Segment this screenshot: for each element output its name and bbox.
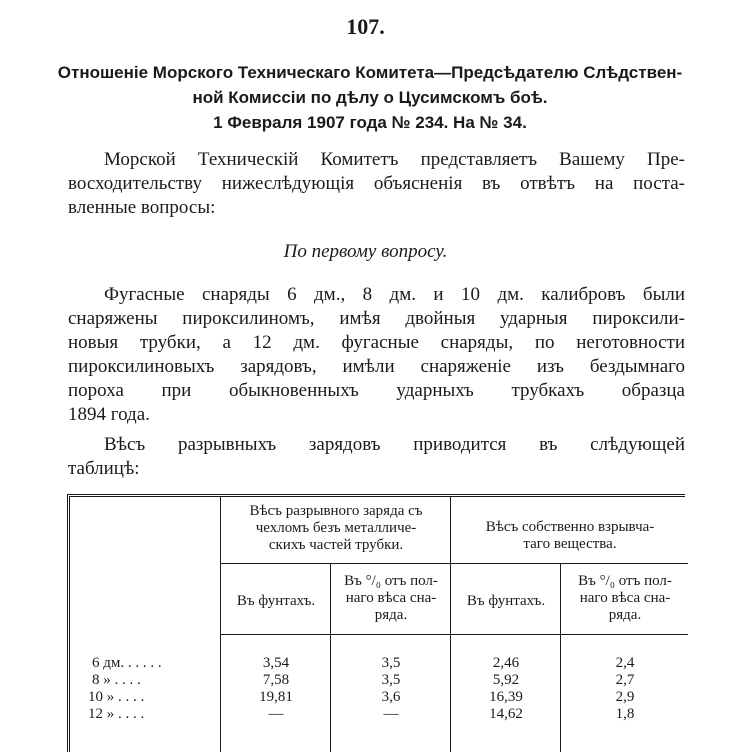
header-charge-weight — [222, 503, 450, 554]
table-cell: 3,6 — [381, 689, 401, 705]
text-line: Вѣсъ разрывныхъ зарядовъ приводится въ слѣдующей — [104, 434, 685, 455]
header-line: скихъ частей трубки. — [268, 537, 404, 553]
table-rule — [330, 563, 331, 752]
heading-line: ной Комиссіи по дѣлу о Цусимскомъ боѣ. — [192, 88, 548, 107]
text-line: снаряжены пироксилиномъ, имѣя двойныя ударныя пироксили- — [68, 308, 685, 329]
table-cell: 2,7 — [615, 672, 635, 688]
table-cell: 16,39 — [489, 689, 523, 705]
row-caliber: 12 » . . . . — [88, 706, 145, 722]
text-line: вленные вопросы: — [68, 197, 216, 218]
table-cell: 2,9 — [615, 689, 635, 705]
table-cell: — — [268, 706, 284, 722]
paragraph-shells — [68, 283, 685, 427]
text-line: таблицѣ: — [68, 458, 140, 479]
header-explosive-weight — [452, 519, 688, 553]
table-rule — [220, 634, 688, 635]
header-line: таго вещества. — [523, 536, 617, 552]
header-line: Въ °/₀ отъ пол- — [344, 573, 438, 589]
header-line: Вѣсъ собственно взрывча- — [485, 519, 655, 535]
table-cell: 14,62 — [489, 706, 523, 722]
text-line: Фугасные снаряды 6 дм., 8 дм. и 10 дм. калибровъ были — [104, 284, 685, 305]
section-subheading: По первому вопросу. — [283, 241, 448, 262]
table-cell: 3,54 — [262, 655, 290, 671]
text-line: новыя трубки, а 12 дм. фугасные снаряды, по неготовности — [68, 332, 685, 353]
text-line: 1894 года. — [68, 404, 150, 425]
text-line: пироксилиновыхъ зарядовъ, имѣли снаряженіе изъ бездымнаго — [68, 356, 685, 377]
table-rule — [220, 563, 688, 564]
row-caliber: 10 » . . . . — [88, 689, 145, 705]
table-cell: 3,5 — [381, 672, 401, 688]
text-line: пороха при обыкновенныхъ ударныхъ трубкахъ образца — [68, 380, 685, 401]
table-cell: 2,4 — [615, 655, 635, 671]
header-line: ряда. — [608, 607, 642, 623]
table-cell: 1,8 — [615, 706, 635, 722]
row-caliber: 8 » . . . . — [92, 672, 141, 688]
document-heading — [50, 60, 690, 135]
header-line: наго вѣса сна- — [579, 590, 671, 606]
header-line: ряда. — [374, 607, 408, 623]
text-line: восходительству нижеслѣдующія объясненія въ отвѣтъ на поста- — [68, 173, 685, 194]
heading-line: Отношеніе Морского Техническаго Комитета—Предсѣдателю Слѣдствен- — [57, 63, 683, 82]
header-percent — [332, 573, 450, 624]
header-line: Вѣсъ разрывного заряда съ — [249, 503, 423, 519]
table-cell: — — [383, 706, 399, 722]
table-rule — [220, 497, 221, 752]
charges-table — [67, 494, 685, 752]
table-rule — [560, 563, 561, 752]
header-line: Въ °/₀ отъ пол- — [578, 573, 672, 589]
header-percent — [562, 573, 688, 624]
table-rule — [450, 497, 451, 752]
table-cell: 3,5 — [381, 655, 401, 671]
intro-paragraph — [68, 148, 685, 220]
header-line: чехломъ безъ металличе- — [255, 520, 417, 536]
header-pounds: Въ фунтахъ. — [466, 593, 546, 609]
table-cell: 5,92 — [492, 672, 520, 688]
text-line: Морской Техническій Комитетъ представляетъ Вашему Пре- — [104, 149, 685, 170]
table-cell: 7,58 — [262, 672, 290, 688]
table-cell: 2,46 — [492, 655, 520, 671]
page-number: 107. — [346, 14, 385, 39]
table-cell: 19,81 — [259, 689, 293, 705]
header-line: наго вѣса сна- — [345, 590, 437, 606]
heading-line: 1 Февраля 1907 года № 234. На № 34. — [213, 113, 527, 132]
row-caliber: 6 дм. . . . . . — [92, 655, 162, 671]
header-pounds: Въ фунтахъ. — [236, 593, 316, 609]
paragraph-table-intro — [68, 433, 685, 481]
